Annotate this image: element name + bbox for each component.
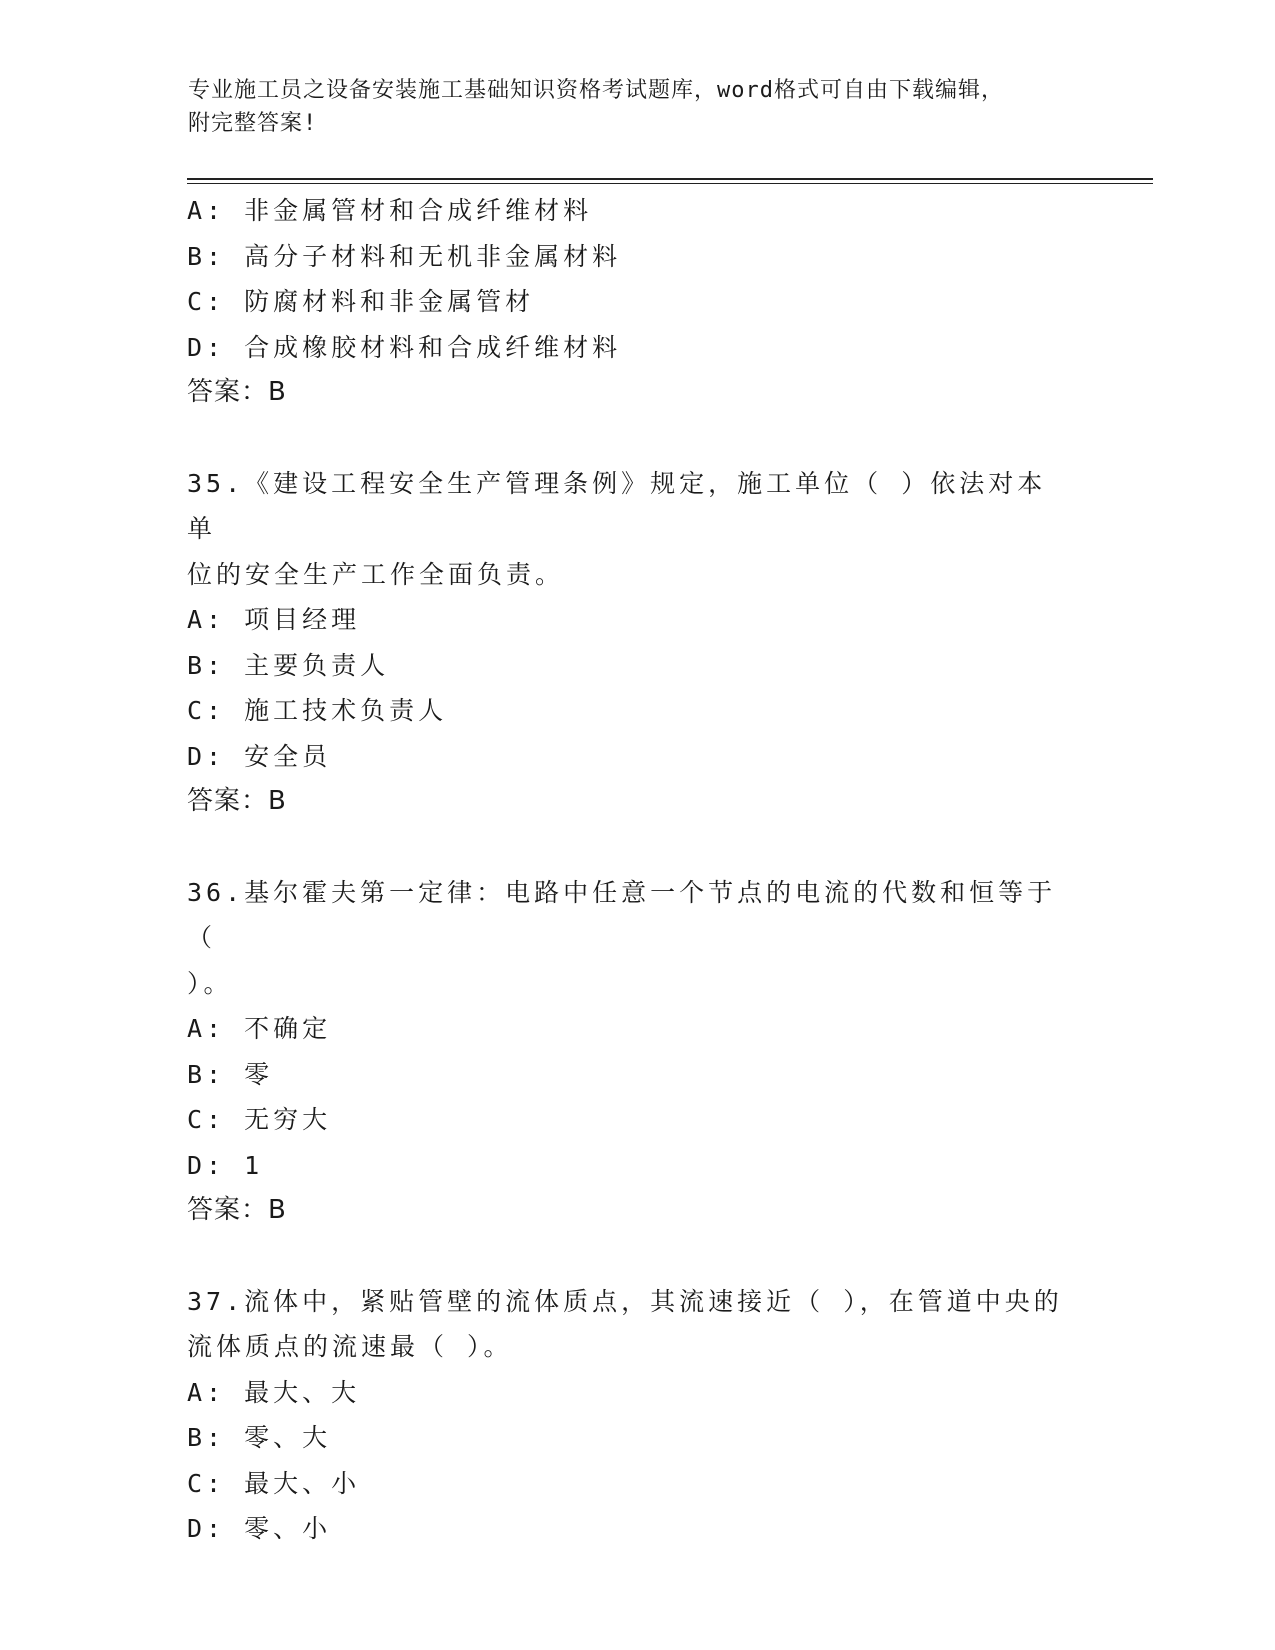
question-stem-line-2: 流体质点的流速最（ ）。 <box>187 1332 513 1361</box>
question-34-continued <box>187 188 1067 416</box>
answer-line: 答案：B <box>187 1195 287 1225</box>
question-list <box>187 188 1067 1552</box>
answer-line: 答案：B <box>187 786 287 816</box>
option-b: B: 高分子材料和无机非金属材料 <box>187 241 622 271</box>
header-rule-thick <box>187 178 1153 180</box>
answer-line: 答案：B <box>187 377 287 407</box>
option-d: D: 合成橡胶材料和合成纤维材料 <box>187 332 622 362</box>
option-c: C: 无穷大 <box>187 1105 332 1134</box>
option-c: C: 防腐材料和非金属管材 <box>187 287 535 316</box>
option-a: A: 不确定 <box>187 1014 332 1043</box>
option-d: D: 零、小 <box>187 1514 332 1543</box>
option-a: A: 最大、大 <box>187 1377 361 1407</box>
option-b: B: 零 <box>187 1059 274 1089</box>
option-b: B: 零、大 <box>187 1423 332 1452</box>
question-37 <box>187 1279 1067 1552</box>
question-stem-line-2: 位的安全生产工作全面负责。 <box>187 559 565 589</box>
option-a: A: 非金属管材和合成纤维材料 <box>187 196 593 225</box>
option-a: A: 项目经理 <box>187 605 361 634</box>
header-rule-thin <box>187 183 1153 184</box>
option-c: C: 最大、小 <box>187 1468 361 1498</box>
document-header: 专业施工员之设备安装施工基础知识资格考试题库，word格式可自由下载编辑， 附完整答案! <box>188 78 1004 136</box>
option-b: B: 主要负责人 <box>187 650 390 680</box>
option-c: C: 施工技术负责人 <box>187 696 448 725</box>
option-d: D: 安全员 <box>187 741 332 771</box>
question-stem-line-1: 35.《建设工程安全生产管理条例》规定，施工单位（ ）依法对本单 <box>187 468 1047 543</box>
option-d: D: 1 <box>187 1150 264 1180</box>
question-35 <box>187 461 1067 825</box>
question-stem-line-1: 36.基尔霍夫第一定律：电路中任意一个节点的电流的代数和恒等于（ <box>187 877 1057 952</box>
question-36 <box>187 870 1067 1234</box>
question-stem-line-1: 37.流体中，紧贴管壁的流体质点，其流速接近（ ），在管道中央的 <box>187 1286 1063 1316</box>
question-stem-line-2: ）。 <box>187 968 233 998</box>
